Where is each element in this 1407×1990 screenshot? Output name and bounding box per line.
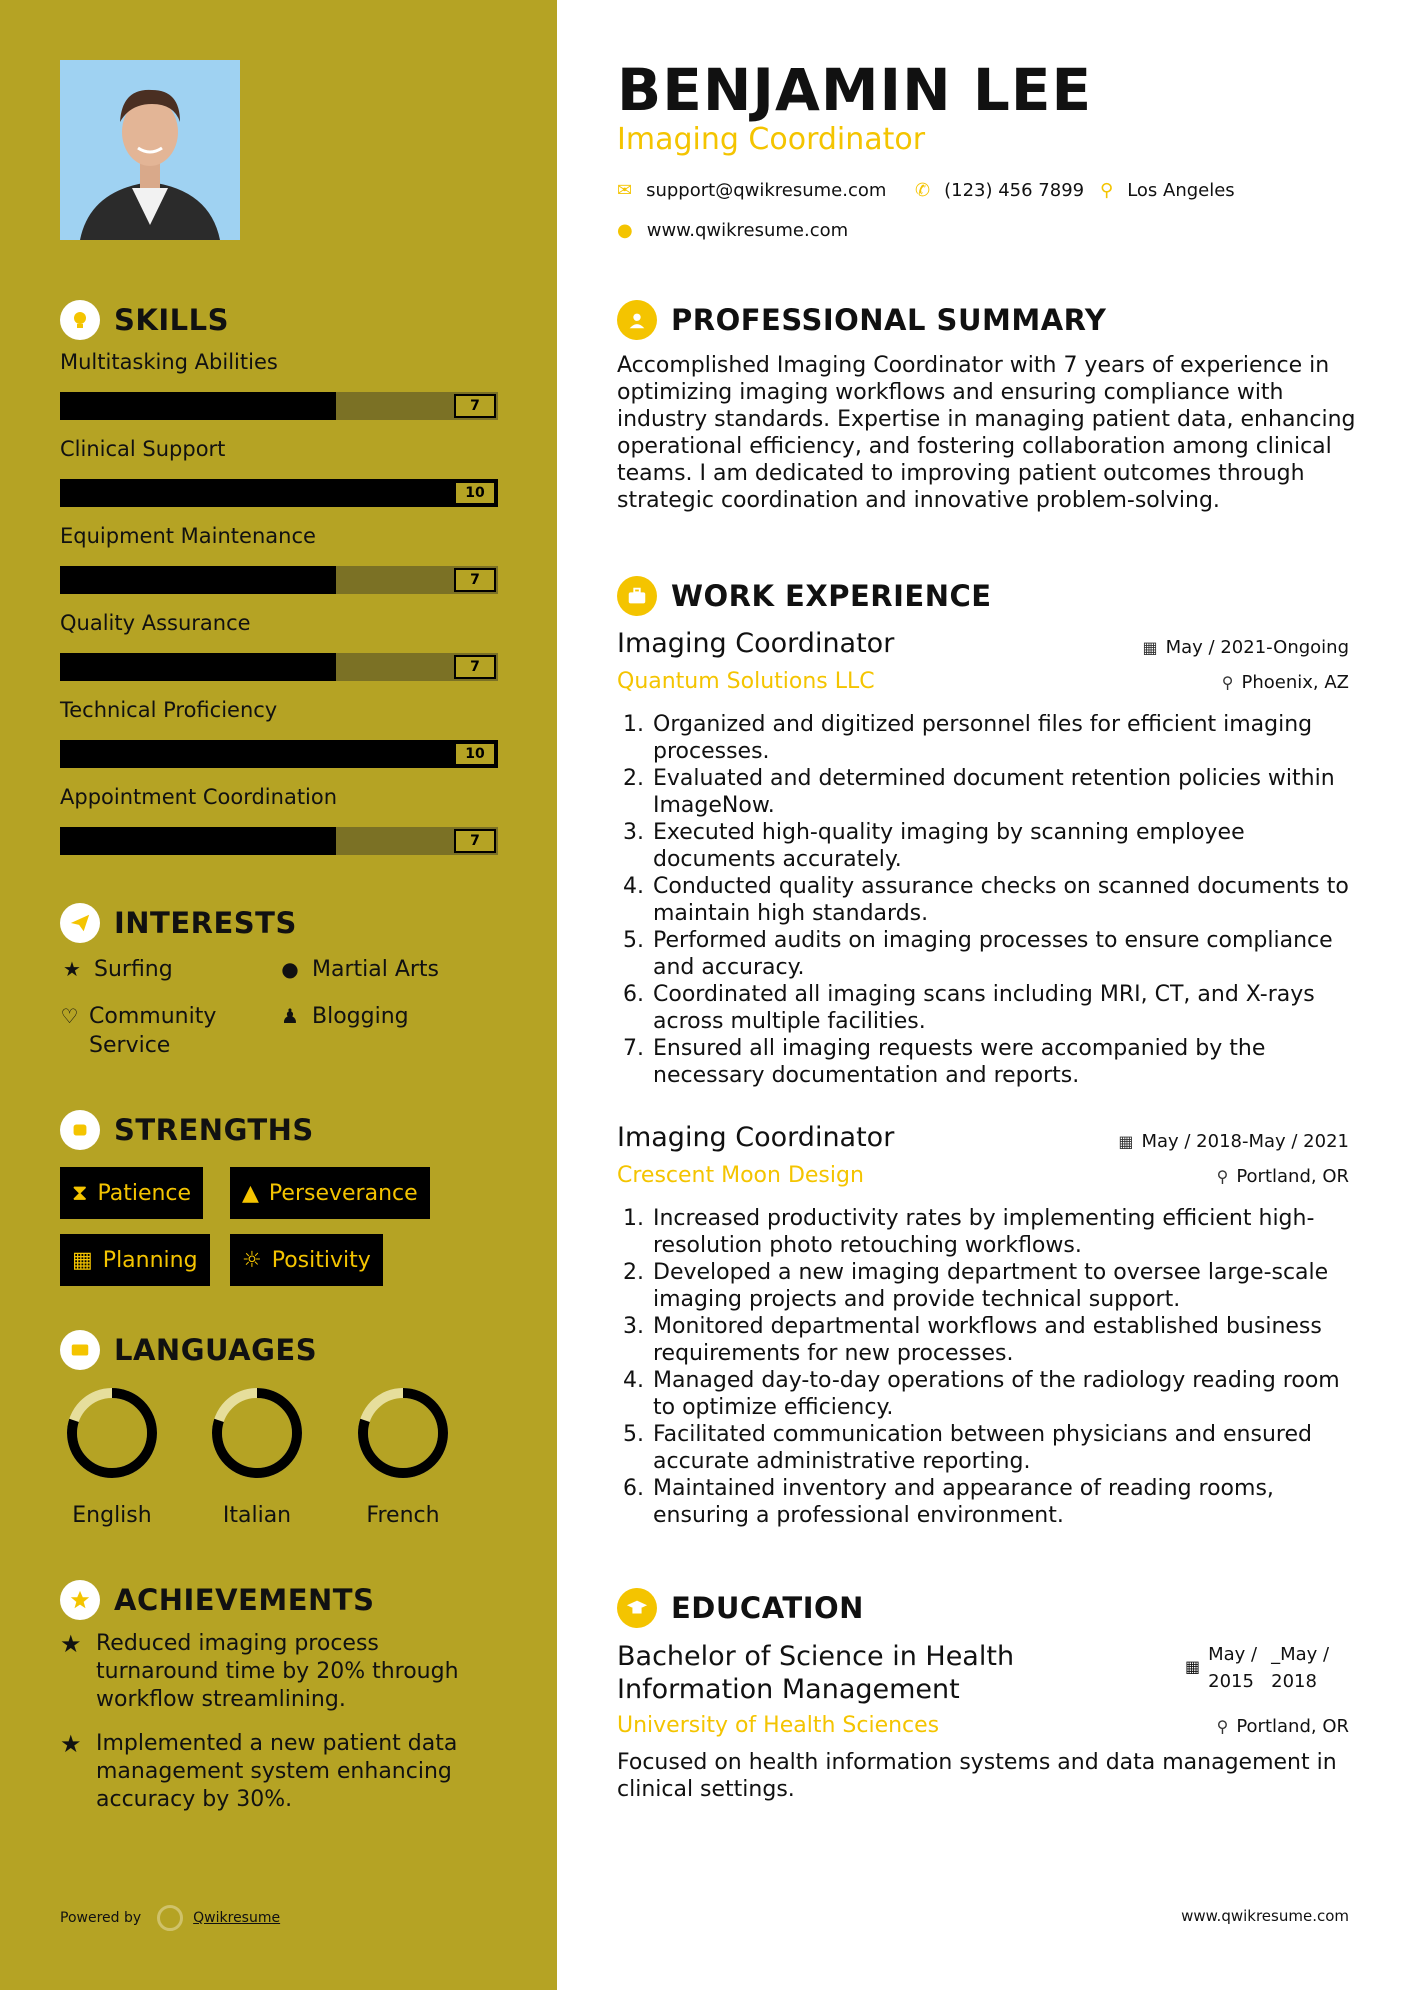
contact-location — [1100, 180, 1235, 201]
degree-line: Information Management — [617, 1674, 960, 1705]
envelope-icon: ✉ — [617, 180, 633, 201]
job-dates-text: May / 2018-May / 2021 — [1141, 1131, 1349, 1152]
education-title: EDUCATION — [671, 1591, 864, 1625]
interest-item — [278, 1002, 409, 1031]
strength-badge — [230, 1234, 383, 1286]
strength-label: Patience — [97, 1180, 192, 1206]
briefcase-icon — [617, 576, 657, 616]
language-name: French — [366, 1503, 440, 1528]
skill-level: 7 — [454, 829, 496, 853]
phone-text: (123) 456 7899 — [944, 180, 1085, 201]
calendar-icon: ▦ — [1185, 1657, 1201, 1676]
skill-name: Multitasking Abilities — [60, 350, 278, 374]
education-location — [1217, 1716, 1349, 1737]
skill-bar-fill — [60, 392, 336, 420]
edu-end-month: May / — [1280, 1644, 1330, 1665]
interests-heading — [60, 903, 297, 943]
job-location-text: Portland, OR — [1236, 1166, 1349, 1187]
globe-icon: ● — [617, 220, 633, 241]
education-text: Focused on health information systems and data management in clinical settings. — [617, 1750, 1337, 1802]
skill-level: 7 — [454, 655, 496, 679]
skill-name: Technical Proficiency — [60, 698, 278, 722]
strengths-heading — [60, 1110, 314, 1150]
skill-bar — [60, 392, 498, 420]
education-heading — [617, 1588, 864, 1628]
duty-item: 3. Monitored departmental workflows and established business requirements for new processes. — [635, 1313, 1357, 1367]
duty-item: 7. Ensured all imaging requests were accompanied by the necessary documentation and reports. — [635, 1035, 1357, 1089]
skill-name: Equipment Maintenance — [60, 524, 316, 548]
education-location-text: Portland, OR — [1236, 1716, 1349, 1737]
skill-item — [60, 524, 498, 594]
sidebar — [0, 0, 557, 1990]
paper-plane-icon — [60, 903, 100, 943]
interest-item — [60, 1002, 260, 1060]
skill-bar — [60, 827, 498, 855]
language-ring — [355, 1385, 451, 1481]
achievements-title: ACHIEVEMENTS — [114, 1583, 375, 1617]
star-icon: ★ — [63, 957, 81, 981]
interests-title: INTERESTS — [114, 906, 297, 940]
strength-badge — [230, 1167, 430, 1219]
sun-icon: ☼ — [242, 1247, 262, 1273]
skills-heading — [60, 300, 229, 340]
trophy-star-icon: ★ — [60, 1730, 82, 1758]
calendar-icon: ▦ — [1118, 1132, 1134, 1151]
skill-bar — [60, 566, 498, 594]
skill-bar-fill — [60, 566, 336, 594]
powered-by-label: Powered by — [60, 1910, 142, 1926]
skill-level: 7 — [454, 568, 496, 592]
achievement-item — [60, 1730, 500, 1814]
interest-label: Surfing — [94, 957, 173, 982]
skill-level: 7 — [454, 394, 496, 418]
edu-start-month: May / — [1208, 1644, 1258, 1665]
job-title: Imaging Coordinator — [617, 628, 895, 659]
user-icon — [617, 300, 657, 340]
star-badge-icon — [60, 1580, 100, 1620]
skill-bar-fill — [60, 827, 336, 855]
summary-heading — [617, 300, 1106, 340]
interest-label: Blogging — [312, 1004, 409, 1029]
strength-badge — [60, 1234, 210, 1286]
strength-badge — [60, 1167, 203, 1219]
duty-item: 4. Conducted quality assurance checks on scanned documents to maintain high standards. — [635, 873, 1357, 927]
skill-name: Quality Assurance — [60, 611, 251, 635]
language-item — [57, 1385, 167, 1528]
languages-heading — [60, 1330, 317, 1370]
map-pin-icon: ⚲ — [1100, 180, 1114, 201]
pin-icon: ⚲ — [1216, 1167, 1229, 1186]
job-duties — [617, 1205, 1357, 1529]
interest-item — [278, 955, 439, 984]
experience-title: WORK EXPERIENCE — [671, 579, 992, 613]
job-dates-text: May / 2021-Ongoing — [1165, 637, 1349, 658]
interest-label: Martial Arts — [312, 957, 440, 982]
phone-icon: ✆ — [915, 180, 931, 201]
pin-icon: ⚲ — [1216, 1717, 1229, 1736]
interest-item — [60, 955, 173, 984]
skill-name: Appointment Coordination — [60, 785, 338, 809]
globe-icon: ● — [281, 957, 299, 981]
education-dates — [1185, 1641, 1329, 1695]
qwikresume-logo-icon — [157, 1905, 183, 1931]
interest-label: Community Service — [89, 1004, 217, 1058]
location-text: Los Angeles — [1127, 180, 1235, 201]
duty-item: 2. Developed a new imaging department to oversee large-scale imaging projects and provide technical support. — [635, 1259, 1357, 1313]
footer-website[interactable]: www.qwikresume.com — [1181, 1907, 1349, 1925]
duty-item: 6. Coordinated all imaging scans including MRI, CT, and X-rays across multiple facilities. — [635, 981, 1357, 1035]
achievement-item — [60, 1630, 500, 1714]
handshake-icon: ♡ — [60, 1004, 79, 1028]
pin-icon: ⚲ — [1221, 673, 1234, 692]
achievement-text: Implemented a new patient data management system enhancing accuracy by 30%. — [96, 1731, 458, 1812]
edu-date-dash: _ — [1271, 1644, 1281, 1665]
skill-bar — [60, 653, 498, 681]
skills-title: SKILLS — [114, 303, 229, 337]
skill-level: 10 — [454, 742, 496, 766]
job-company: Crescent Moon Design — [617, 1163, 864, 1188]
duty-item: 1. Increased productivity rates by implementing efficient high-resolution photo retouching workflows. — [635, 1205, 1357, 1259]
skill-item — [60, 698, 498, 768]
language-name: Italian — [222, 1503, 292, 1528]
duty-item: 3. Executed high-quality imaging by scanning employee documents accurately. — [635, 819, 1357, 873]
language-name: English — [72, 1503, 152, 1528]
skill-bar — [60, 740, 498, 768]
summary-text: Accomplished Imaging Coordinator with 7 years of experience in optimizing imaging workflows and ensuring compliance with industry standards. Expertise in managing patient data, enhancing operational efficiency, and fostering collaboration among clinical teams. I am dedicated to improving patient outcomes through strategic coordination and innovative problem-solving. — [617, 353, 1356, 513]
edu-end-year: 2018 — [1271, 1671, 1317, 1692]
skill-item — [60, 611, 498, 681]
job-duties — [617, 711, 1357, 1089]
skill-bar-fill — [60, 653, 336, 681]
languages-title: LANGUAGES — [114, 1333, 318, 1367]
calendar-icon: ▦ — [1142, 638, 1158, 657]
language-item — [348, 1385, 458, 1528]
language-item — [202, 1385, 312, 1528]
duty-item: 1. Organized and digitized personnel files for efficient imaging processes. — [635, 711, 1357, 765]
hourglass-icon: ⧗ — [72, 1180, 88, 1206]
job-dates — [1118, 1131, 1349, 1152]
achievement-text: Reduced imaging process turnaround time by 20% through workflow streamlining. — [96, 1631, 459, 1712]
skill-level: 10 — [454, 481, 496, 505]
job-title: Imaging Coordinator — [617, 1122, 895, 1153]
skill-bar-fill — [60, 740, 498, 768]
education-degree — [617, 1640, 1014, 1706]
experience-heading — [617, 576, 992, 616]
id-card-icon — [60, 1330, 100, 1370]
degree-line: Bachelor of Science in Health — [617, 1641, 1015, 1672]
summary-title: PROFESSIONAL SUMMARY — [671, 303, 1107, 337]
edu-start-year: 2015 — [1208, 1671, 1254, 1692]
contact-email[interactable] — [617, 180, 886, 201]
fist-icon — [60, 1110, 100, 1150]
education-school: University of Health Sciences — [617, 1713, 940, 1738]
duty-item: 5. Performed audits on imaging processes to ensure compliance and accuracy. — [635, 927, 1357, 981]
graduation-icon — [617, 1588, 657, 1628]
skill-bar — [60, 479, 498, 507]
trophy-star-icon: ★ — [60, 1630, 82, 1658]
strengths-title: STRENGTHS — [114, 1113, 314, 1147]
language-ring — [209, 1385, 305, 1481]
language-ring — [64, 1385, 160, 1481]
duty-item: 6. Maintained inventory and appearance of reading rooms, ensuring a professional environment. — [635, 1475, 1357, 1529]
users-icon: ♟ — [281, 1004, 299, 1028]
skill-item — [60, 785, 498, 855]
calendar-icon: ▦ — [72, 1247, 93, 1273]
contact-phone — [915, 180, 1084, 201]
candidate-name: BENJAMIN LEE — [617, 56, 1093, 124]
job-dates — [1143, 637, 1350, 658]
road-icon: ▲ — [242, 1180, 259, 1206]
lightbulb-icon — [60, 300, 100, 340]
strength-label: Perseverance — [268, 1180, 418, 1206]
profile-photo — [60, 60, 240, 240]
skill-bar-fill — [60, 479, 498, 507]
achievements-heading — [60, 1580, 374, 1620]
job-location-text: Phoenix, AZ — [1241, 672, 1349, 693]
duty-item: 5. Facilitated communication between physicians and ensured accurate administrative reporting. — [635, 1421, 1357, 1475]
job-location — [1222, 672, 1349, 693]
skill-item — [60, 437, 498, 507]
strength-label: Planning — [102, 1247, 198, 1273]
duty-item: 2. Evaluated and determined document retention policies within ImageNow. — [635, 765, 1357, 819]
powered-by — [60, 1905, 280, 1931]
duty-item: 4. Managed day-to-day operations of the radiology reading room to optimize efficiency. — [635, 1367, 1357, 1421]
email-text[interactable]: support@qwikresume.com — [646, 180, 887, 201]
qwikresume-link[interactable]: Qwikresume — [193, 1910, 281, 1926]
skill-item — [60, 350, 498, 420]
job-location — [1217, 1166, 1349, 1187]
strength-label: Positivity — [271, 1247, 371, 1273]
contact-website[interactable] — [617, 220, 848, 241]
website-text[interactable]: www.qwikresume.com — [646, 220, 849, 241]
skill-name: Clinical Support — [60, 437, 226, 461]
candidate-role: Imaging Coordinator — [617, 122, 926, 157]
job-company: Quantum Solutions LLC — [617, 669, 875, 694]
